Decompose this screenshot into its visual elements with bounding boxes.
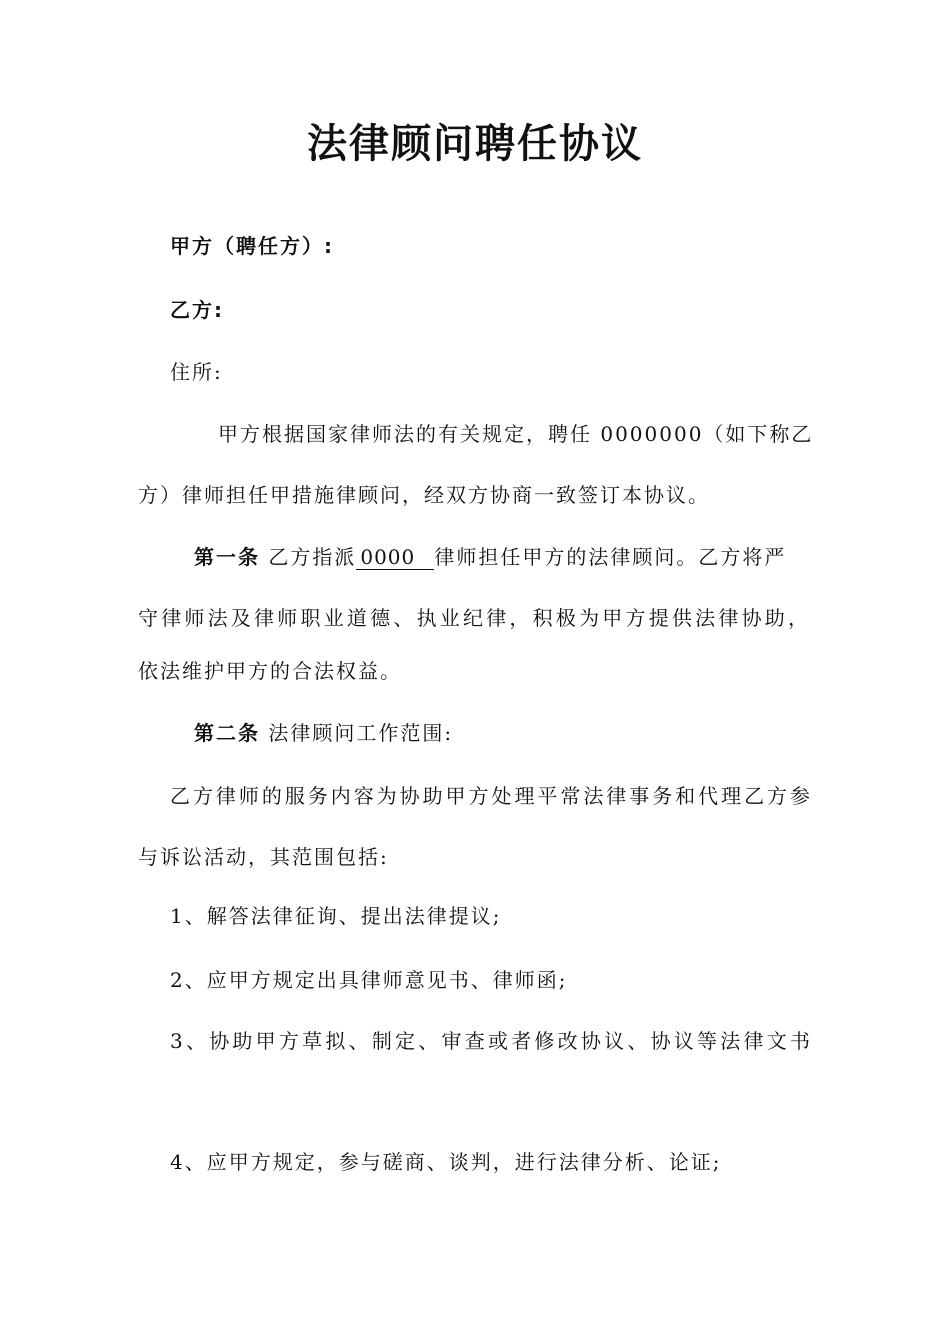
scope-item-4: 4、应甲方规定，参与磋商、谈判，进行法律分析、论证; [170,1150,722,1174]
assigned-lawyer-blank: 0000 [356,545,434,570]
scope-line-1: 乙方律师的服务内容为协助甲方处理平常法律事务和代理乙方参 [170,784,812,808]
party-a-label: 甲方（聘任方）: [170,234,334,258]
scope-item-3: 3、协助甲方草拟、制定、审查或者修改协议、协议等法律文书 [170,1029,812,1053]
article-1-line-3: 依法维护甲方的合法权益。 [138,659,402,683]
article-1-heading: 第一条 [194,545,260,569]
scope-line-2: 与诉讼活动，其范围包括: [138,845,389,869]
intro-line-1: 甲方根据国家律师法的有关规定，聘任 0000000（如下称乙 [218,422,814,446]
article-1-line-2: 守律师法及律师职业道德、执业纪律，积极为甲方提供法律协助， [138,606,810,630]
article-2-heading: 第二条 [194,721,260,745]
scope-item-1: 1、解答法律征询、提出法律提议; [170,904,502,928]
article-1-text-before: 乙方指派 [268,545,357,569]
scope-item-2: 2、应甲方规定出具律师意见书、律师函; [170,968,568,992]
intro-line-2: 方）律师担任甲措施律顾问，经双方协商一致签订本协议。 [138,483,710,507]
party-b-label: 乙方: [170,298,224,322]
address-text: 住所: [170,360,223,384]
article-1-first-line [194,540,786,574]
article-2-text: 法律顾问工作范围: [268,721,454,745]
address-label [170,355,223,389]
article-2-first-line [194,716,453,750]
document-title: 法律顾问聘任协议 [307,121,643,167]
article-1-text-after: 律师担任甲方的法律顾问。乙方将严 [434,545,787,569]
